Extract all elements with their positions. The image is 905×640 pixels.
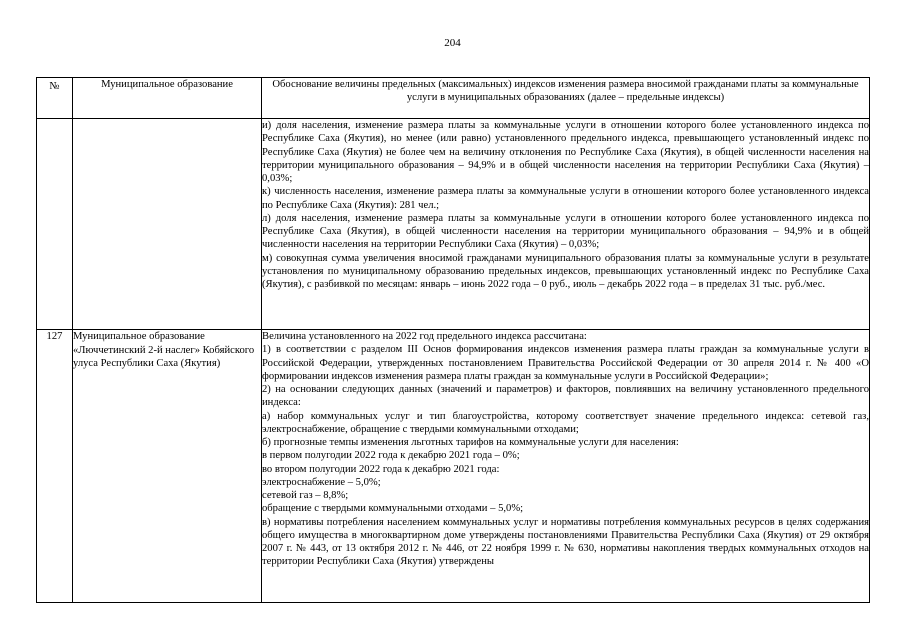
paragraph: а) набор коммунальных услуг и тип благоустройства, которому соответствует значение предельного индекса: сетевой газ, электроснабжение, обращение с твердыми коммунальными отходами; (262, 410, 869, 435)
paragraph: в первом полугодии 2022 года к декабрю 2021 года – 0%; (262, 450, 520, 462)
header-justification: Обоснование величины предельных (максимальных) индексов изменения размера вносимой гражданами платы за коммунальные услуги в муниципальных образованиях (далее – предельные индексы) (262, 78, 870, 119)
paragraph: сетевой газ – 8,8%; (262, 490, 349, 501)
paragraph: к) численность населения, изменение размера платы за коммунальные услуги в отношении которого более установленного индекса по Республике Саха (Якутия): 281 чел.; (262, 186, 869, 211)
page-number: 204 (444, 37, 461, 49)
paragraph: в) нормативы потребления населением коммунальных услуг и нормативы потребления коммунальных ресурсов в целях содержания общего имущества в многоквартирном доме утверждены постановлениями Правительства Республики Саха (Якутия) от 29 октября 2007 г. № 443, от 13 октября 2012 г. № 446, от 22 ноября 1999 г. № 630, нормативы накопления твердых коммунальных отходов на территории Республики Саха (Якутия) утверждены (262, 516, 869, 568)
row-number: 127 (37, 330, 73, 603)
paragraph: Величина установленного на 2022 год предельного индекса рассчитана: (262, 331, 587, 342)
row-justification (262, 119, 870, 330)
paragraph: во втором полугодии 2022 года к декабрю 2021 года: (262, 463, 500, 475)
row-number (37, 119, 73, 330)
paragraph: электроснабжение – 5,0%; (262, 476, 381, 488)
paragraph: б) прогнозные темпы изменения льготных тарифов на коммунальные услуги для населения: (262, 437, 679, 448)
paragraph: л) доля населения, изменение размера платы за коммунальные услуги в отношении которого более установленного индекса по Республике Саха (Якутия), в общей численности населения на территории муниципального образования – 94,9% и в общей численности населения на территории Республики Саха (Якутия) – 0,03%; (262, 212, 869, 251)
table-header-row (37, 78, 870, 119)
header-municipality: Муниципальное образование (73, 78, 262, 119)
paragraph: обращение с твердыми коммунальными отходами – 5,0%; (262, 503, 524, 515)
row-justification (262, 330, 870, 603)
header-number: № (37, 78, 73, 119)
table-row (37, 119, 870, 330)
paragraph: 1) в соответствии с разделом III Основ формирования индексов изменения размера платы граждан за коммунальные услуги в Российской Федерации, утвержденных постановлением Правительства Российской Федерации от 30 апреля 2014 г. № 400 «О формировании индексов изменения размера платы граждан за коммунальные услуги в Российской Федерации»; (262, 344, 869, 382)
row-municipality (73, 119, 262, 330)
table-row (37, 330, 870, 603)
paragraph: м) совокупная сумма увеличения вносимой гражданами муниципального образования платы за коммунальные услуги в результате установления по муниципальному образованию предельных индексов, превышающих установленный индекс по Республике Саха (Якутия), с разбивкой по месяцам: январь – июнь 2022 года – 0 руб., июль – декабрь 2022 года – в пределах 31 тыс. руб./мес. (262, 252, 869, 290)
row-municipality: Муниципальное образование «Люччетинский 2-й наслег» Кобяйского улуса Республики Саха (Якутия) (73, 330, 262, 603)
paragraph: и) доля населения, изменение размера платы за коммунальные услуги в отношении которого более установленного индекса по Республике Саха (Якутия), но менее (или равно) установленного предельного индекса, превышающего установленный индекс по Республике Саха (Якутия) не более чем на величину отклонения по Республике Саха (Якутия), в общей численности населения на территории муниципального образования – 94,9% и в общей численности населения на территории Республики Саха (Якутия) – 0,03%; (262, 120, 869, 184)
municipal-index-table (36, 77, 870, 603)
paragraph: 2) на основании следующих данных (значений и параметров) и факторов, повлиявших на величину установленного предельного индекса: (262, 384, 869, 409)
